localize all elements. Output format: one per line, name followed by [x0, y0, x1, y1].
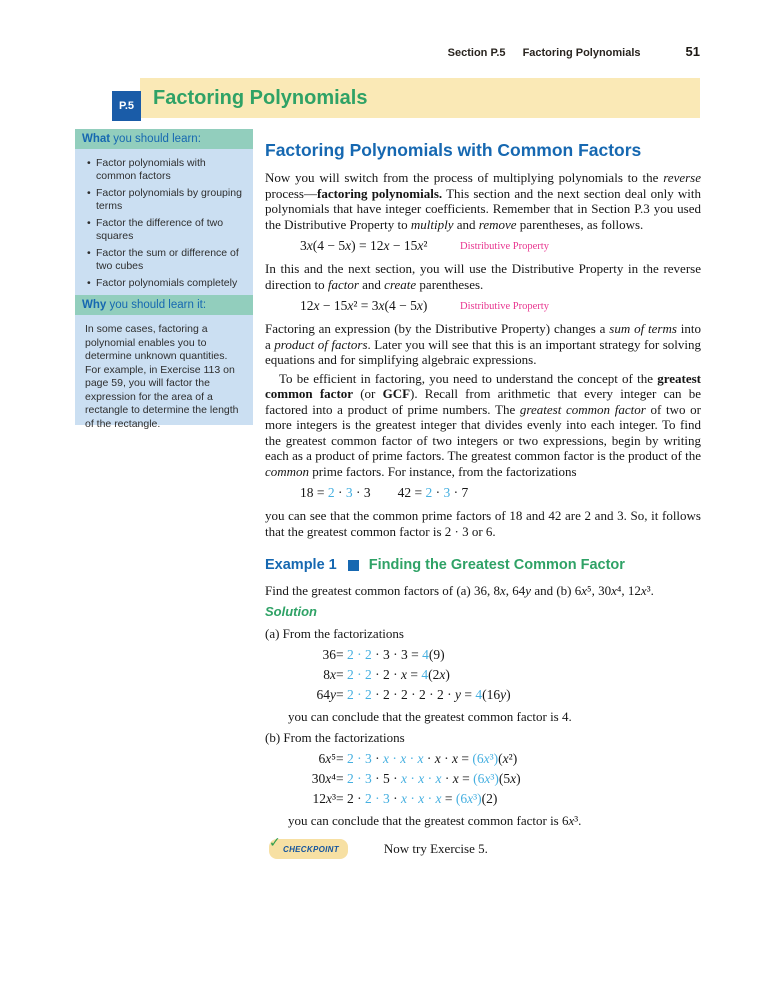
list-item: • Factor the difference of two squares — [85, 217, 245, 243]
why-heading-rest: you should learn it: — [106, 299, 207, 311]
equation-lhs: 12x³ — [312, 791, 336, 806]
equation-row — [265, 769, 701, 789]
equation-annotation: Distributive Property — [460, 241, 549, 252]
part-b-conclusion: you can conclude that the greatest common factor is 6x³. — [288, 813, 582, 828]
why-you-should-learn-heading — [75, 295, 253, 315]
paragraph: In this and the next section, you will use the Distributive Property in the reverse direction to factor and create parentheses. — [265, 261, 701, 292]
running-head-section: Section P.5 — [447, 47, 506, 59]
equation-lhs: 8x — [323, 667, 336, 682]
section-heading: Factoring Polynomials with Common Factors — [265, 140, 642, 160]
blue-square-icon — [348, 560, 359, 571]
running-head — [0, 44, 700, 59]
paragraph: Now you will switch from the process of multiplying polynomials to the reverse process—factoring polynomials. This section and the next section deal only with polynomials that have integer coefficients. Remember that in Section P.3 you used the Distributive Property to multiply and remove parentheses, as follows. — [265, 170, 701, 232]
equation-lhs: 6x⁵ — [318, 751, 336, 766]
part-a-intro: (a) From the factorizations — [265, 625, 404, 641]
display-equation — [265, 237, 701, 255]
equation-rhs: = 2 · 2 · 2 · x = 4(2x) — [336, 667, 450, 682]
factorization-block-b — [265, 749, 701, 809]
what-you-should-learn-heading — [75, 129, 253, 149]
running-head-title: Factoring Polynomials — [522, 47, 641, 59]
equation-text: 18 = 2 · 3 · 3 42 = 2 · 3 · 7 — [300, 485, 469, 500]
equation-row — [265, 685, 701, 705]
paragraph: Factoring an expression (by the Distributive Property) changes a sum of terms into a product of factors. Later you will see that this is an important strategy for solving equations and for simplifying algebraic expressions. — [265, 321, 702, 367]
part-b-intro: (b) From the factorizations — [265, 729, 405, 745]
main-content — [265, 140, 701, 859]
display-equation — [265, 484, 701, 502]
example-heading — [265, 558, 701, 574]
equation-row — [265, 789, 701, 809]
equation-rhs: = 2 · 3 · x · x · x · x · x = (6x³)(x²) — [336, 751, 518, 766]
list-item: • Factor polynomials by grouping terms — [85, 187, 245, 213]
equation-row — [265, 665, 701, 685]
paragraph: To be efficient in factoring, you need to understand the concept of the greatest common factor (or GCF). Recall from arithmetic that every integer can be factored into a product of prime numbers. The greatest common factor of two or more integers is the greatest integer that divides evenly into each integer. To find the greatest common factor of two integers or two expressions, begin by writing each as a product of prime factors. The greatest common factor is the product of the common prime factors. For instance, from the factorizations — [265, 370, 701, 479]
checkmark-icon: ✓ — [269, 833, 282, 850]
equation-rhs: = 2 · 2 · 3 · 3 = 4(9) — [336, 647, 445, 662]
part-a-conclusion: you can conclude that the greatest common factor is 4. — [288, 709, 572, 724]
list-item: • Factor polynomials with common factors — [85, 157, 245, 183]
example-intro: Find the greatest common factors of (a) 36, 8x, 64y and (b) 6x⁵, 30x⁴, 12x³. — [265, 582, 654, 598]
equation-rhs: = 2 · 2 · 3 · x · x · x = (6x³)(2) — [336, 791, 498, 806]
checkpoint — [265, 833, 701, 860]
checkpoint-badge — [269, 833, 348, 860]
why-heading-lead: Why — [82, 299, 107, 311]
equation-rhs: = 2 · 2 · 2 · 2 · 2 · 2 · y = 4(16y) — [336, 687, 511, 702]
display-equation — [265, 297, 701, 315]
section-title-banner — [140, 78, 700, 118]
equation-lhs: 36 — [322, 647, 336, 662]
equation-row — [265, 645, 701, 665]
paragraph: you can see that the common prime factors of 18 and 42 are 2 and 3. So, it follows that the greatest common factor is 2 · 3 or 6. — [265, 508, 701, 539]
what-heading-rest: you should learn: — [110, 133, 201, 145]
equation-rhs: = 2 · 3 · 5 · x · x · x · x = (6x³)(5x) — [336, 771, 521, 786]
checkpoint-label: CHECKPOINT — [283, 844, 339, 854]
example-title: Finding the Greatest Common Factor — [368, 557, 625, 573]
sidebar — [75, 129, 253, 430]
solution-label: Solution — [265, 604, 317, 619]
why-text: In some cases, factoring a polynomial enables you to determine unknown quantities. For example, in Exercise 113 on page 59, you will factor the expression for the area of a rectangle to determine the length of the rectangle. — [85, 323, 239, 430]
list-item: • Factor the sum or difference of two cubes — [85, 247, 245, 273]
equation-annotation: Distributive Property — [460, 301, 549, 312]
what-heading-lead: What — [82, 133, 111, 145]
list-item: • Factor polynomials completely — [85, 277, 245, 290]
equation-row — [265, 749, 701, 769]
example-label: Example 1 — [265, 557, 337, 573]
checkpoint-instruction: Now try Exercise 5. — [383, 841, 488, 856]
page-number: 51 — [685, 44, 700, 59]
equation-lhs: 64y — [316, 687, 336, 702]
equation-lhs: 30x⁴ — [311, 771, 336, 786]
section-number-badge: P.5 — [112, 91, 141, 121]
learning-objectives-list — [85, 157, 245, 290]
section-title: Factoring Polynomials — [153, 87, 368, 109]
factorization-block-a — [265, 645, 701, 705]
equation-text: 12x − 15x² = 3x(4 − 5x) — [300, 298, 428, 313]
equation-text: 3x(4 − 5x) = 12x − 15x² — [300, 238, 428, 253]
